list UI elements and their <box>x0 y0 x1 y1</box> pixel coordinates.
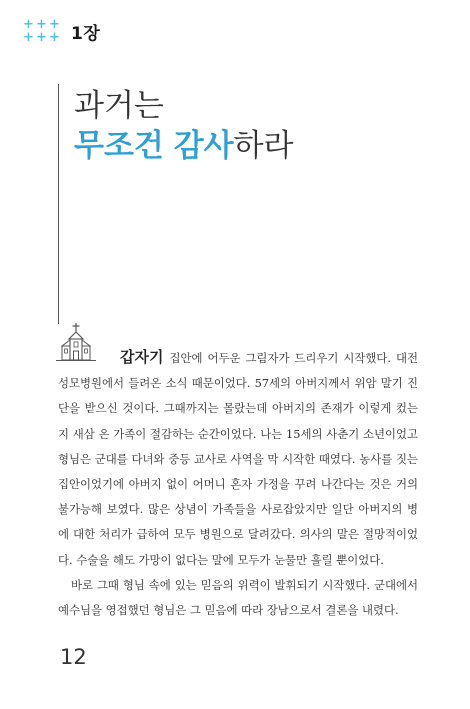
plus-icon: + <box>49 17 60 32</box>
chapter-title <box>74 86 294 166</box>
paragraph: 바로 그때 형님 속에 있는 믿음의 위력이 발휘되기 시작했다. 군대에서 예수님을 영접했던 형님은 그 믿음에 따라 장남으로서 결론을 내렸다. <box>58 577 418 618</box>
plus-icon: + <box>36 30 47 45</box>
paragraph-text: 집안에 어두운 그림자가 드리우기 시작했다. 대전 성모병원에서 들려온 소식 때문이었다. 57세의 아버지께서 위암 말기 진단을 받으신 것이다. 그때까지는 몰랐는데 아버지의 존재가 이렇게 컸는지 새삼 온 가족이 절감하는 순간이었다. 나는 15세의 사춘기 소년이었고 형님은 군대를 다녀와 중등 교사로 사역을 막 시작한 때였다. 농사를 짓는 집안이었기에 아버지 없이 어머니 혼자 가정을 꾸려 나간다는 것은 거의 불가능해 보였다. 많은 상념이 가족들을 사로잡았지만 일단 아버지의 병에 대한 처리가 급하여 모두 병원으로 달려갔다. 의사의 말은 절망적이었다. 수술을 해도 가망이 없다는 말에 모두가 눈물만 흘릴 뿐이었다. <box>58 351 418 567</box>
paragraph <box>58 345 418 573</box>
lead-word: 갑자기 <box>120 348 164 366</box>
title-accent-word: 감사 <box>173 128 234 164</box>
body-text <box>58 345 418 623</box>
page-number: 12 <box>60 645 87 669</box>
chapter-label: 1장 <box>71 23 101 44</box>
chapter-header <box>22 18 100 44</box>
title-line-2 <box>74 126 294 166</box>
title-line-1: 과거는 <box>74 88 164 124</box>
plus-icon: + <box>23 17 34 32</box>
plus-icon: + <box>23 30 34 45</box>
plus-decoration-icon <box>22 18 61 44</box>
title-vertical-rule <box>58 84 59 324</box>
plus-icon: + <box>36 17 47 32</box>
title-accent-word: 무조건 <box>74 128 164 164</box>
title-plain-word: 하라 <box>233 128 294 164</box>
plus-icon: + <box>49 30 60 45</box>
